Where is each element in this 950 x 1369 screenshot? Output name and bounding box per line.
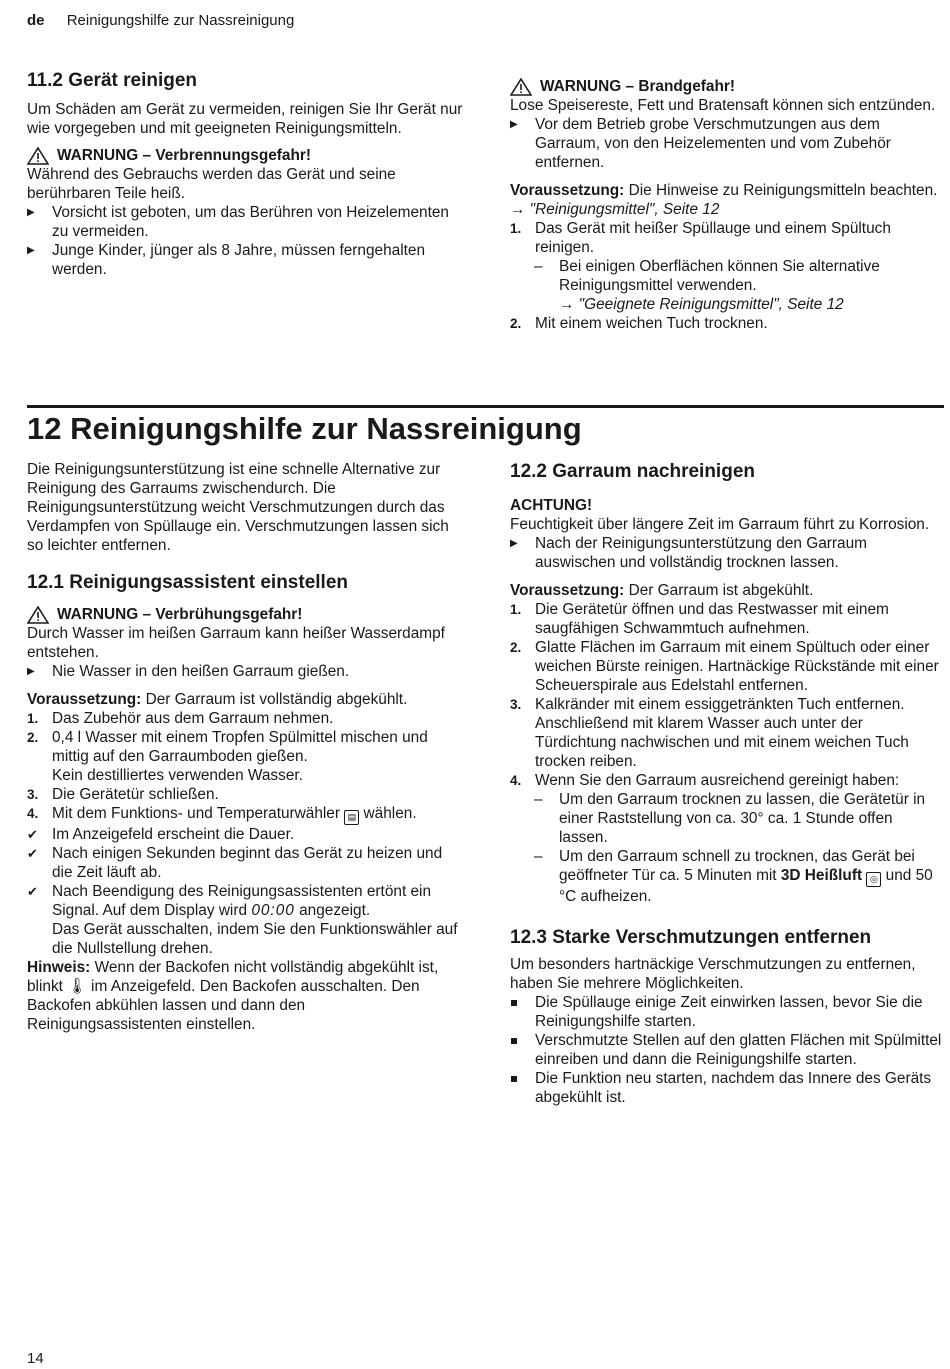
header-title: Reinigungshilfe zur Nassreinigung [66, 12, 295, 29]
warning-triangle-icon [27, 147, 49, 165]
check-icon: ✔ [27, 827, 38, 842]
cross-reference-link[interactable]: → "Geeignete Reinigungsmittel", Seite 12 [559, 296, 844, 313]
result-item: ✔ Im Anzeigefeld erscheint die Dauer. [27, 826, 295, 843]
warning-text: Lose Speisereste, Fett und Bratensaft können sich entzünden. [510, 97, 936, 114]
list-item: Die Funktion neu starten, nachdem das Innere des Geräts abgekühlt ist. [510, 1069, 945, 1107]
warning-scald [27, 605, 463, 624]
chapter-12-left [27, 460, 463, 1034]
result-item: ✔ Nach einigen Sekunden beginnt das Gerät zu heizen und die Zeit läuft ab. [27, 845, 443, 881]
step-item: 1. Die Gerätetür öffnen und das Restwasser mit einem saugfähigen Schwammtuch aufnehmen. [510, 601, 889, 637]
chapter-rule [27, 405, 944, 408]
square-bullet-icon [511, 1000, 517, 1006]
bullet-arrow-icon: ▶ [510, 538, 518, 549]
section-heading-12-2: 12.2 Garraum nachreinigen [510, 461, 755, 482]
warning-triangle-icon [27, 606, 49, 624]
precondition: Voraussetzung: Der Garraum ist abgekühlt. [510, 582, 814, 599]
running-header [27, 11, 294, 30]
page-number: 14 [27, 1350, 44, 1367]
cleaning-function-icon: ▤ [344, 810, 359, 825]
result-item: ✔ Nach Beendigung des Reinigungsassistenten ertönt ein Signal. Auf dem Display wird 00:00 angezeigt. Das Gerät ausschalten, indem Sie den Funktionswähler auf die Nullstellung drehen. [27, 883, 458, 957]
step-item: 2. Mit einem weichen Tuch trocknen. [510, 315, 768, 332]
square-bullet-icon [511, 1076, 517, 1082]
step-item: 4. Wenn Sie den Garraum ausreichend gereinigt haben: [510, 772, 900, 789]
bullet-arrow-icon: ▶ [27, 207, 35, 218]
step-item: 1. Das Gerät mit heißer Spüllauge und einem Spültuch reinigen. [510, 220, 891, 256]
list-item: ▶ Vor dem Betrieb grobe Verschmutzungen aus dem Garraum, von den Heizelementen und vom Zubehör entfernen. [510, 116, 891, 171]
display-readout: 00:00 [251, 902, 295, 919]
warning-text: Während des Gebrauchs werden das Gerät und seine berührbaren Teile heiß. [27, 166, 396, 202]
section-heading-11-2: 11.2 Gerät reinigen [27, 70, 198, 91]
precondition: Voraussetzung: Der Garraum ist vollständig abgekühlt. [27, 691, 408, 708]
warning-burn [27, 146, 463, 165]
warning-fire [510, 77, 945, 96]
section-heading-12-3: 12.3 Starke Verschmutzungen entfernen [510, 927, 872, 948]
step-item: 2. 0,4 l Wasser mit einem Tropfen Spülmittel mischen und mittig auf den Garraumboden gießen. Kein destilliertes verwenden Wasser. [27, 729, 428, 784]
warning-title: WARNUNG – Brandgefahr! [540, 78, 735, 95]
warning-text: Durch Wasser im heißen Garraum kann heißer Wasserdampf entstehen. [27, 625, 445, 661]
sub-item: – Um den Garraum trocknen zu lassen, die Gerätetür in einer Raststellung von ca. 30° ca. 1 Stunde offen lassen. [534, 791, 926, 846]
list-item: ▶ Nach der Reinigungsunterstützung den Garraum auswischen und vollständig trocknen lassen. [510, 535, 867, 571]
section-11-2-left [27, 69, 463, 279]
list-item: Verschmutzte Stellen auf den glatten Flächen mit Spülmittel einreiben und dann die Reinigungshilfe starten. [510, 1031, 945, 1069]
chapter-12-right [510, 460, 945, 1107]
note: Hinweis: Wenn der Backofen nicht vollständig abgekühlt ist, blinkt 🌡 im Anzeigefeld. Den Backofen ausschalten. Den Backofen abkühlen lassen und dann den Reinigungsassistenten einstellen. [27, 959, 439, 1033]
list-item: ▶ Junge Kinder, jünger als 8 Jahre, müssen ferngehalten werden. [27, 242, 426, 278]
step-item: 2. Glatte Flächen im Garraum mit einem Spültuch oder einer weichen Bürste reinigen. Hartnäckige Rückstände mit einer Scheuerspirale aus Edelstahl entfernen. [510, 639, 939, 694]
list-item: ▶ Nie Wasser in den heißen Garraum gießen. [27, 663, 350, 680]
hot-air-icon: ◎ [866, 872, 881, 887]
list-item: ▶ Vorsicht ist geboten, um das Berühren von Heizelementen zu vermeiden. [27, 204, 449, 240]
sub-item: – Um den Garraum schnell zu trocknen, das Gerät bei geöffneter Tür ca. 5 Minuten mit 3D Heißluft ◎ und 50 °C aufheizen. [534, 848, 933, 905]
step-item: 4. Mit dem Funktions- und Temperaturwähler ▤ wählen. [27, 804, 463, 825]
section-intro: Um besonders hartnäckige Verschmutzungen zu entfernen, haben Sie mehrere Möglichkeiten. [510, 956, 916, 992]
check-icon: ✔ [27, 846, 38, 861]
section-11-2-right [510, 71, 945, 333]
warning-title: WARNUNG – Verbrühungsgefahr! [57, 606, 303, 623]
warning-title: WARNUNG – Verbrennungsgefahr! [57, 147, 311, 164]
caution-title: ACHTUNG! [510, 497, 593, 514]
thermometer-icon: 🌡 [67, 978, 87, 995]
bullet-arrow-icon: ▶ [27, 245, 35, 256]
chapter-intro: Die Reinigungsunterstützung ist eine schnelle Alternative zur Reinigung des Garraums zwischendurch. Die Reinigungsunterstützung weicht Verschmutzungen durch das Verdampfen von Spüllauge ein. Verschmutzungen lassen sich so leichter entfernen. [27, 461, 449, 554]
square-bullet-icon [511, 1038, 517, 1044]
section-intro: Um Schäden am Gerät zu vermeiden, reinigen Sie Ihr Gerät nur wie vorgegeben und mit geeigneten Reinigungsmitteln. [27, 101, 463, 137]
step-item: 3. Die Gerätetür schließen. [27, 786, 219, 803]
step-item: 1. Das Zubehör aus dem Garraum nehmen. [27, 710, 334, 727]
step-item: 3. Kalkränder mit einem essiggetränkten Tuch entfernen. Anschließend mit klarem Wasser auch unter der Türdichtung nachwischen und mit einem weichen Tuch trocken reiben. [510, 696, 909, 770]
caution-text: Feuchtigkeit über längere Zeit im Garraum führt zu Korrosion. [510, 516, 930, 533]
bullet-arrow-icon: ▶ [27, 666, 35, 677]
chapter-heading: 12 Reinigungshilfe zur Nassreinigung [27, 411, 582, 446]
warning-triangle-icon [510, 78, 532, 96]
precondition: Voraussetzung: Die Hinweise zu Reinigungsmitteln beachten. [510, 182, 938, 199]
sub-item: – Bei einigen Oberflächen können Sie alternative Reinigungsmittel verwenden. [534, 258, 880, 294]
section-heading-12-1: 12.1 Reinigungsassistent einstellen [27, 572, 348, 593]
list-item: Die Spüllauge einige Zeit einwirken lassen, bevor Sie die Reinigungshilfe starten. [510, 993, 945, 1031]
bullet-arrow-icon: ▶ [510, 119, 518, 130]
check-icon: ✔ [27, 884, 38, 899]
cross-reference-link[interactable]: → "Reinigungsmittel", Seite 12 [510, 201, 720, 218]
language-code: de [27, 12, 45, 29]
